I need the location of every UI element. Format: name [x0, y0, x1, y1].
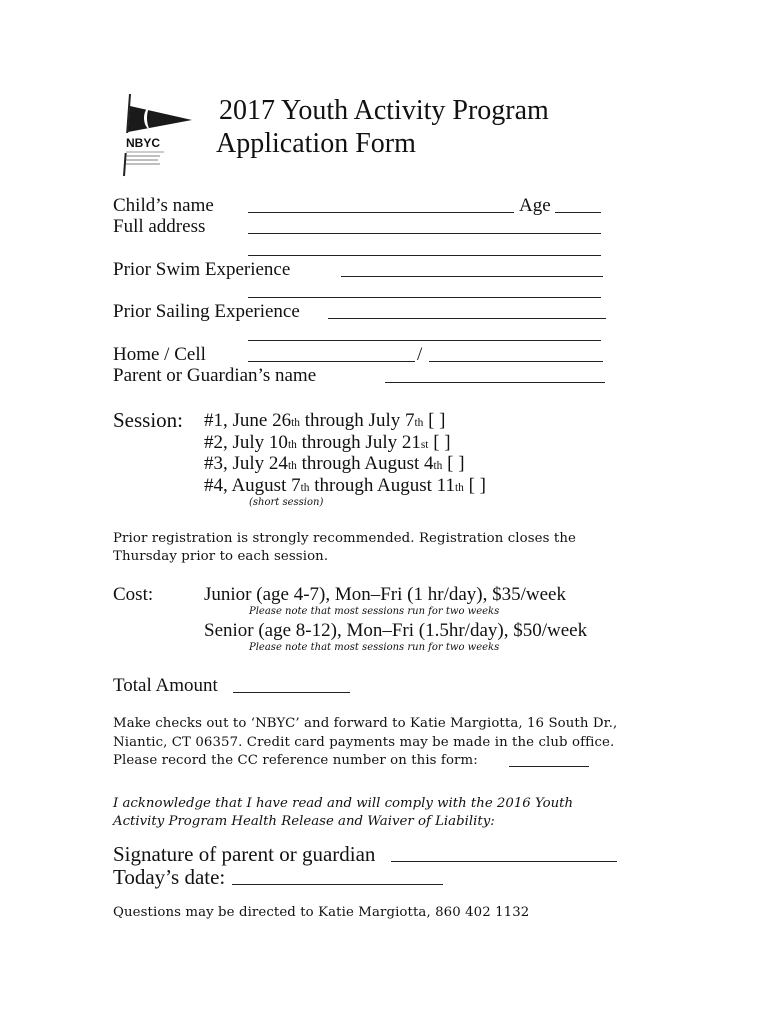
signature-label: Signature of parent or guardian	[113, 842, 376, 866]
total-amount-label: Total Amount	[113, 675, 218, 696]
registration-note-line1: Prior registration is strongly recommended. Registration closes the	[113, 531, 576, 546]
parent-name-field[interactable]	[385, 382, 605, 383]
nbyc-logo	[116, 92, 198, 178]
session-option-1[interactable]: #1, June 26th through July 7th [ ]	[204, 410, 446, 431]
acknowledge-line1: I acknowledge that I have read and will comply with the 2016 Youth	[113, 796, 574, 811]
home-cell-separator: /	[417, 344, 423, 365]
cost-label: Cost:	[113, 584, 154, 605]
svg-text:NBYC: NBYC	[126, 136, 161, 150]
senior-cost-note: Please note that most sessions run for two weeks	[249, 642, 500, 653]
senior-cost: Senior (age 8-12), Mon–Fri (1.5hr/day), $50/week	[204, 620, 588, 641]
session-option-2[interactable]: #2, July 10th through July 21st [ ]	[204, 432, 451, 453]
home-cell-label: Home / Cell	[113, 344, 206, 365]
age-field[interactable]	[555, 212, 601, 213]
checkbox-session-2[interactable]: [ ]	[428, 432, 451, 453]
parent-name-label: Parent or Guardian’s name	[113, 365, 317, 386]
checkbox-session-4[interactable]: [ ]	[463, 475, 487, 496]
todays-date-field[interactable]	[232, 884, 443, 885]
total-amount-field[interactable]	[233, 692, 350, 693]
contact-note: Questions may be directed to Katie Margiotta, 860 402 1132	[113, 905, 530, 920]
junior-cost: Junior (age 4-7), Mon–Fri (1 hr/day), $35/week	[204, 584, 566, 605]
cc-reference-field[interactable]	[509, 766, 589, 767]
age-label: Age	[519, 195, 551, 216]
prior-swim-field-2[interactable]	[248, 297, 601, 298]
burgee-flag-icon	[116, 92, 198, 178]
childs-name-label: Child’s name	[113, 195, 214, 216]
session-label: Session:	[113, 408, 184, 432]
session-option-4[interactable]: #4, August 7th through August 11th [ ]	[204, 475, 487, 496]
cell-phone-field[interactable]	[429, 361, 603, 362]
signature-field[interactable]	[391, 861, 617, 862]
prior-swim-field-1[interactable]	[341, 276, 603, 277]
checkbox-session-1[interactable]: [ ]	[423, 410, 446, 431]
registration-note-line2: Thursday prior to each session.	[113, 549, 329, 564]
full-address-label: Full address	[113, 216, 206, 237]
checkbox-session-3[interactable]: [ ]	[442, 453, 465, 474]
acknowledge-line2: Activity Program Health Release and Waiver of Liability:	[113, 814, 495, 829]
payment-line3: Please record the CC reference number on this form:	[113, 753, 478, 768]
prior-sailing-field-1[interactable]	[328, 318, 606, 319]
page-title-line1: 2017 Youth Activity Program	[219, 95, 549, 126]
todays-date-label: Today’s date:	[113, 865, 226, 889]
prior-sailing-label: Prior Sailing Experience	[113, 301, 300, 322]
junior-cost-note: Please note that most sessions run for two weeks	[249, 606, 500, 617]
session-option-3[interactable]: #3, July 24th through August 4th [ ]	[204, 453, 465, 474]
short-session-note: (short session)	[249, 497, 324, 508]
full-address-field-2[interactable]	[248, 255, 601, 256]
prior-sailing-field-2[interactable]	[248, 340, 601, 341]
full-address-field-1[interactable]	[248, 233, 601, 234]
home-phone-field[interactable]	[248, 361, 415, 362]
childs-name-field[interactable]	[248, 212, 514, 213]
prior-swim-label: Prior Swim Experience	[113, 259, 291, 280]
page-title-line2: Application Form	[216, 128, 416, 159]
payment-line1: Make checks out to ‘NBYC’ and forward to Katie Margiotta, 16 South Dr.,	[113, 716, 618, 731]
payment-line2: Niantic, CT 06357. Credit card payments may be made in the club office.	[113, 735, 615, 750]
